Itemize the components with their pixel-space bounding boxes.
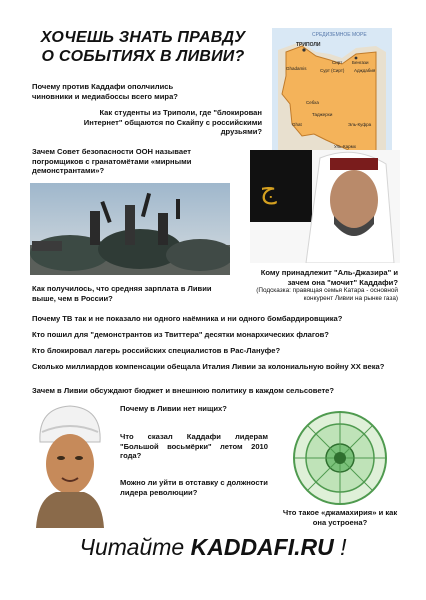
svg-text:ج: ج: [260, 175, 277, 205]
map-city-10: Уль-Кармх: [334, 144, 356, 149]
map-city-5: Ghadamis: [286, 66, 307, 71]
footer-suffix: !: [333, 534, 347, 560]
question-students-skype: Как студенты из Триполи, где "блокирован Интернет" общаются по Скайпу с российскими друзьями?: [83, 108, 262, 137]
title-line-2: О СОБЫТИЯХ В ЛИВИИ?: [41, 48, 245, 65]
question-al-jazeera: [240, 268, 398, 303]
map-city-4: Адждабия: [354, 68, 376, 73]
question-kaddafi-opponents: Почему против Каддафи ополчились чиновники и медиабоссы всего мира?: [32, 82, 178, 101]
question-village-councils: Зачем в Ливии обсуждают бюджет и внешнюю политику в каждом сельсовете?: [32, 386, 335, 395]
libya-map-graphic: [272, 28, 392, 160]
question-tv-mercenaries: Почему ТВ так и не показало ни одного наёмника и ни одного бомбардировщика?: [32, 314, 343, 323]
jamahiriya-diagram: [290, 410, 390, 506]
question-jamahiriya: Что такое «джамахирия» и как она устроена?: [282, 508, 398, 527]
question-monarchist-flags: Кто пошил для "демонстрантов из Твиттера" десятки монархических флагов?: [32, 330, 329, 339]
libya-map: [272, 28, 392, 160]
title-line-1: ХОЧЕШЬ ЗНАТЬ ПРАВДУ: [40, 29, 246, 46]
map-city-1: Бенгази: [352, 60, 369, 65]
emir-photo: [250, 150, 400, 263]
map-city-6: Себха: [306, 100, 319, 105]
footer-site-link[interactable]: KADDAFI.RU: [190, 534, 334, 560]
question-al-jazeera-text: Кому принадлежит "Аль-Джазира" и зачем она "мочит" Каддафи?: [260, 268, 398, 287]
question-g8: Что сказал Каддафи лидерам "Большой восьмёрки" летом 2010 года?: [120, 432, 268, 461]
footer-prefix: Читайте: [79, 534, 191, 560]
footer-call-to-action: [0, 534, 426, 561]
al-jazeera-hint: (Подсказка: правящая семья Катара - основной конкурент Ливии на рынке газа): [256, 287, 398, 303]
sea-label: СРЕДИЗЕМНОЕ МОРЕ: [312, 32, 367, 38]
map-city-7: Эль-Куфра: [348, 122, 372, 127]
demonstrators-photo: [30, 183, 230, 275]
question-un-security-council: Зачем Совет безопасности ООН называет погромщиков с гранатомётами «мирными демонстрантами»?: [32, 147, 192, 176]
question-no-poor: Почему в Ливии нет нищих?: [120, 404, 227, 413]
question-salary: Как получилось, что средняя зарплата в Ливии выше, чем в России?: [32, 284, 212, 303]
map-city-9: Ghat: [292, 122, 302, 127]
question-ras-lanuf: Кто блокировал лагерь российских специалистов в Рас-Лануфе?: [32, 346, 281, 355]
question-italy-compensation: Сколько миллиардов компенсации обещала Италия Ливии за колониальную войну XX века?: [32, 362, 385, 371]
question-resign: Можно ли уйти в отставку с должности лидера революции?: [120, 478, 268, 497]
map-city-0: ТРИПОЛИ: [296, 42, 321, 48]
map-city-3: Сурт (Сирт): [320, 68, 345, 73]
kaddafi-portrait: [30, 402, 110, 528]
map-city-2: Сирт: [332, 60, 343, 65]
page-title: [18, 28, 268, 66]
map-city-8: Таджерхи: [312, 112, 333, 117]
